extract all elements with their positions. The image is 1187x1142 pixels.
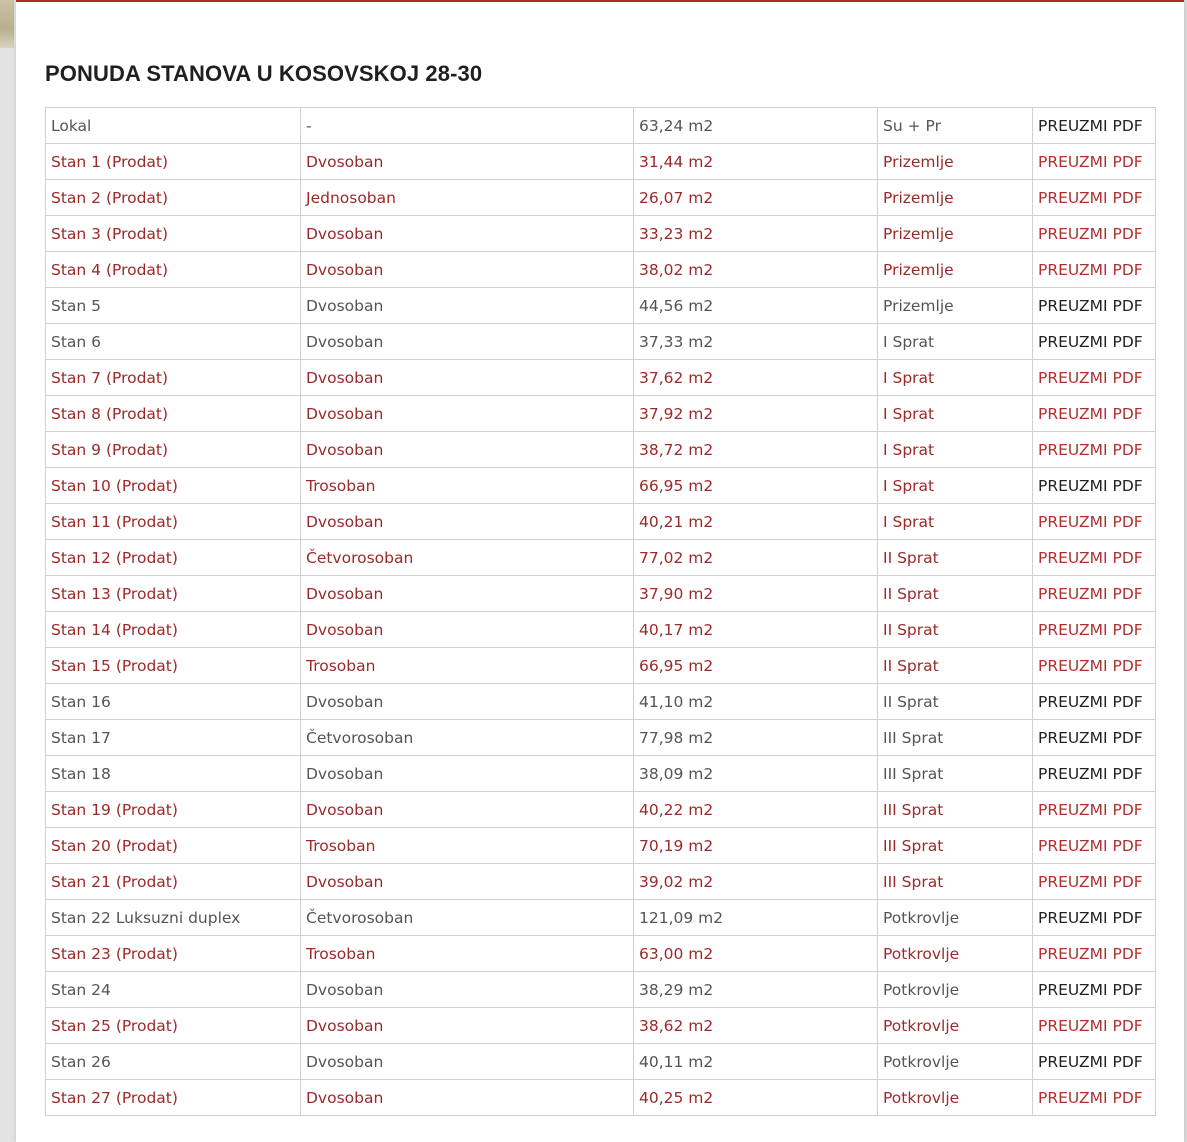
apartment-floor-cell: I Sprat <box>878 504 1033 540</box>
download-pdf-link[interactable]: PREUZMI PDF <box>1033 180 1156 216</box>
apartment-type-cell: Dvosoban <box>301 432 634 468</box>
table-row <box>46 468 1156 504</box>
download-pdf-link[interactable]: PREUZMI PDF <box>1033 144 1156 180</box>
apartment-floor-cell: Prizemlje <box>878 252 1033 288</box>
apartment-area-cell: 63,00 m2 <box>634 936 878 972</box>
table-row <box>46 360 1156 396</box>
apartment-name-cell: Stan 13 (Prodat) <box>46 576 301 612</box>
apartment-floor-cell: I Sprat <box>878 324 1033 360</box>
apartment-area-cell: 31,44 m2 <box>634 144 878 180</box>
apartment-name-cell: Stan 15 (Prodat) <box>46 648 301 684</box>
apartment-area-cell: 44,56 m2 <box>634 288 878 324</box>
download-pdf-link[interactable]: PREUZMI PDF <box>1033 396 1156 432</box>
download-pdf-link[interactable]: PREUZMI PDF <box>1033 504 1156 540</box>
apartment-name-cell: Stan 4 (Prodat) <box>46 252 301 288</box>
table-row <box>46 324 1156 360</box>
download-pdf-link[interactable]: PREUZMI PDF <box>1033 432 1156 468</box>
download-pdf-link[interactable]: PREUZMI PDF <box>1033 1080 1156 1116</box>
apartment-type-cell: Dvosoban <box>301 1008 634 1044</box>
page-title: PONUDA STANOVA U KOSOVSKOJ 28-30 <box>45 61 483 86</box>
apartment-area-cell: 37,90 m2 <box>634 576 878 612</box>
table-row <box>46 108 1156 144</box>
download-pdf-link[interactable]: PREUZMI PDF <box>1033 864 1156 900</box>
apartment-area-cell: 40,21 m2 <box>634 504 878 540</box>
apartment-floor-cell: I Sprat <box>878 360 1033 396</box>
apartment-area-cell: 38,02 m2 <box>634 252 878 288</box>
download-pdf-link[interactable]: PREUZMI PDF <box>1033 576 1156 612</box>
apartment-type-cell: Dvosoban <box>301 792 634 828</box>
apartment-area-cell: 66,95 m2 <box>634 648 878 684</box>
apartment-type-cell: Dvosoban <box>301 576 634 612</box>
apartment-type-cell: Dvosoban <box>301 684 634 720</box>
apartment-area-cell: 40,22 m2 <box>634 792 878 828</box>
apartment-area-cell: 63,24 m2 <box>634 108 878 144</box>
table-row <box>46 828 1156 864</box>
apartment-type-cell: Dvosoban <box>301 360 634 396</box>
table-row <box>46 180 1156 216</box>
apartment-name-cell: Stan 9 (Prodat) <box>46 432 301 468</box>
apartment-area-cell: 66,95 m2 <box>634 468 878 504</box>
apartment-type-cell: Dvosoban <box>301 324 634 360</box>
apartment-floor-cell: I Sprat <box>878 396 1033 432</box>
apartment-area-cell: 41,10 m2 <box>634 684 878 720</box>
apartment-name-cell: Stan 22 Luksuzni duplex <box>46 900 301 936</box>
download-pdf-link[interactable]: PREUZMI PDF <box>1033 612 1156 648</box>
apartment-floor-cell: Potkrovlje <box>878 1080 1033 1116</box>
apartment-type-cell: Dvosoban <box>301 504 634 540</box>
apartment-name-cell: Stan 24 <box>46 972 301 1008</box>
download-pdf-link[interactable]: PREUZMI PDF <box>1033 360 1156 396</box>
download-pdf-link[interactable]: PREUZMI PDF <box>1033 252 1156 288</box>
apartment-name-cell: Stan 12 (Prodat) <box>46 540 301 576</box>
table-row <box>46 576 1156 612</box>
apartment-area-cell: 38,09 m2 <box>634 756 878 792</box>
apartment-type-cell: Dvosoban <box>301 1080 634 1116</box>
apartment-type-cell: Dvosoban <box>301 612 634 648</box>
apartment-name-cell: Stan 14 (Prodat) <box>46 612 301 648</box>
download-pdf-link[interactable]: PREUZMI PDF <box>1033 792 1156 828</box>
apartment-type-cell: Dvosoban <box>301 288 634 324</box>
table-row <box>46 1008 1156 1044</box>
apartment-area-cell: 39,02 m2 <box>634 864 878 900</box>
apartment-area-cell: 37,33 m2 <box>634 324 878 360</box>
apartment-floor-cell: Prizemlje <box>878 180 1033 216</box>
apartment-type-cell: - <box>301 108 634 144</box>
table-row <box>46 612 1156 648</box>
apartment-floor-cell: II Sprat <box>878 540 1033 576</box>
table-row <box>46 684 1156 720</box>
apartment-floor-cell: Potkrovlje <box>878 972 1033 1008</box>
download-pdf-link[interactable]: PREUZMI PDF <box>1033 216 1156 252</box>
download-pdf-link[interactable]: PREUZMI PDF <box>1033 972 1156 1008</box>
apartment-type-cell: Trosoban <box>301 468 634 504</box>
apartment-name-cell: Stan 2 (Prodat) <box>46 180 301 216</box>
apartment-name-cell: Stan 23 (Prodat) <box>46 936 301 972</box>
apartment-floor-cell: III Sprat <box>878 720 1033 756</box>
table-row <box>46 216 1156 252</box>
apartment-floor-cell: Potkrovlje <box>878 900 1033 936</box>
download-pdf-link[interactable]: PREUZMI PDF <box>1033 936 1156 972</box>
apartment-name-cell: Stan 25 (Prodat) <box>46 1008 301 1044</box>
apartments-table <box>45 107 1156 1116</box>
apartment-area-cell: 40,11 m2 <box>634 1044 878 1080</box>
apartment-name-cell: Stan 1 (Prodat) <box>46 144 301 180</box>
apartment-type-cell: Dvosoban <box>301 396 634 432</box>
apartment-floor-cell: III Sprat <box>878 864 1033 900</box>
apartment-name-cell: Stan 7 (Prodat) <box>46 360 301 396</box>
apartments-table-body <box>46 108 1156 1116</box>
apartment-type-cell: Četvorosoban <box>301 720 634 756</box>
apartment-name-cell: Stan 17 <box>46 720 301 756</box>
table-row <box>46 792 1156 828</box>
download-pdf-link[interactable]: PREUZMI PDF <box>1033 540 1156 576</box>
apartment-type-cell: Dvosoban <box>301 756 634 792</box>
apartment-area-cell: 37,92 m2 <box>634 396 878 432</box>
download-pdf-link[interactable]: PREUZMI PDF <box>1033 684 1156 720</box>
apartment-type-cell: Dvosoban <box>301 144 634 180</box>
apartment-floor-cell: I Sprat <box>878 432 1033 468</box>
download-pdf-link[interactable]: PREUZMI PDF <box>1033 1044 1156 1080</box>
table-row <box>46 720 1156 756</box>
apartment-area-cell: 38,72 m2 <box>634 432 878 468</box>
table-row <box>46 972 1156 1008</box>
download-pdf-link[interactable]: PREUZMI PDF <box>1033 756 1156 792</box>
apartment-floor-cell: Prizemlje <box>878 288 1033 324</box>
apartment-name-cell: Stan 26 <box>46 1044 301 1080</box>
download-pdf-link[interactable]: PREUZMI PDF <box>1033 648 1156 684</box>
download-pdf-link[interactable]: PREUZMI PDF <box>1033 324 1156 360</box>
apartment-area-cell: 38,29 m2 <box>634 972 878 1008</box>
background-image-thumbnail <box>0 0 14 48</box>
table-row <box>46 396 1156 432</box>
table-row <box>46 936 1156 972</box>
apartment-type-cell: Jednosoban <box>301 180 634 216</box>
apartment-floor-cell: II Sprat <box>878 684 1033 720</box>
apartment-floor-cell: I Sprat <box>878 468 1033 504</box>
apartment-name-cell: Stan 16 <box>46 684 301 720</box>
download-pdf-link[interactable]: PREUZMI PDF <box>1033 720 1156 756</box>
apartment-floor-cell: III Sprat <box>878 792 1033 828</box>
apartment-floor-cell: Potkrovlje <box>878 936 1033 972</box>
apartment-floor-cell: Prizemlje <box>878 144 1033 180</box>
download-pdf-link[interactable]: PREUZMI PDF <box>1033 828 1156 864</box>
apartment-name-cell: Stan 8 (Prodat) <box>46 396 301 432</box>
apartment-type-cell: Trosoban <box>301 828 634 864</box>
content-panel <box>16 0 1184 1142</box>
table-row <box>46 864 1156 900</box>
apartment-area-cell: 77,02 m2 <box>634 540 878 576</box>
table-row <box>46 432 1156 468</box>
download-pdf-link[interactable]: PREUZMI PDF <box>1033 288 1156 324</box>
apartment-area-cell: 121,09 m2 <box>634 900 878 936</box>
apartment-type-cell: Četvorosoban <box>301 540 634 576</box>
table-row <box>46 1080 1156 1116</box>
table-row <box>46 540 1156 576</box>
apartment-area-cell: 33,23 m2 <box>634 216 878 252</box>
download-pdf-link[interactable]: PREUZMI PDF <box>1033 1008 1156 1044</box>
apartment-name-cell: Stan 11 (Prodat) <box>46 504 301 540</box>
table-row <box>46 900 1156 936</box>
apartment-area-cell: 40,17 m2 <box>634 612 878 648</box>
apartment-floor-cell: III Sprat <box>878 828 1033 864</box>
apartment-floor-cell: II Sprat <box>878 612 1033 648</box>
apartment-type-cell: Četvorosoban <box>301 900 634 936</box>
apartment-name-cell: Stan 19 (Prodat) <box>46 792 301 828</box>
apartment-area-cell: 37,62 m2 <box>634 360 878 396</box>
download-pdf-link[interactable]: PREUZMI PDF <box>1033 108 1156 144</box>
apartment-floor-cell: Prizemlje <box>878 216 1033 252</box>
apartment-floor-cell: Potkrovlje <box>878 1008 1033 1044</box>
apartment-type-cell: Dvosoban <box>301 972 634 1008</box>
table-row <box>46 756 1156 792</box>
apartment-area-cell: 26,07 m2 <box>634 180 878 216</box>
apartment-area-cell: 38,62 m2 <box>634 1008 878 1044</box>
apartment-floor-cell: II Sprat <box>878 576 1033 612</box>
apartment-floor-cell: II Sprat <box>878 648 1033 684</box>
apartment-floor-cell: III Sprat <box>878 756 1033 792</box>
apartment-area-cell: 70,19 m2 <box>634 828 878 864</box>
apartment-name-cell: Stan 3 (Prodat) <box>46 216 301 252</box>
apartment-type-cell: Trosoban <box>301 936 634 972</box>
apartment-floor-cell: Su + Pr <box>878 108 1033 144</box>
apartment-name-cell: Lokal <box>46 108 301 144</box>
background-left-strip <box>0 0 16 1142</box>
apartment-name-cell: Stan 18 <box>46 756 301 792</box>
apartment-area-cell: 40,25 m2 <box>634 1080 878 1116</box>
apartment-floor-cell: Potkrovlje <box>878 1044 1033 1080</box>
table-row <box>46 1044 1156 1080</box>
table-row <box>46 144 1156 180</box>
table-row <box>46 288 1156 324</box>
table-row <box>46 504 1156 540</box>
download-pdf-link[interactable]: PREUZMI PDF <box>1033 468 1156 504</box>
apartment-name-cell: Stan 20 (Prodat) <box>46 828 301 864</box>
table-row <box>46 252 1156 288</box>
table-row <box>46 648 1156 684</box>
apartment-type-cell: Dvosoban <box>301 216 634 252</box>
apartment-type-cell: Dvosoban <box>301 864 634 900</box>
apartment-name-cell: Stan 5 <box>46 288 301 324</box>
apartment-type-cell: Dvosoban <box>301 252 634 288</box>
apartment-name-cell: Stan 27 (Prodat) <box>46 1080 301 1116</box>
apartment-name-cell: Stan 10 (Prodat) <box>46 468 301 504</box>
apartment-name-cell: Stan 6 <box>46 324 301 360</box>
apartment-type-cell: Dvosoban <box>301 1044 634 1080</box>
apartment-area-cell: 77,98 m2 <box>634 720 878 756</box>
download-pdf-link[interactable]: PREUZMI PDF <box>1033 900 1156 936</box>
apartment-name-cell: Stan 21 (Prodat) <box>46 864 301 900</box>
apartment-type-cell: Trosoban <box>301 648 634 684</box>
